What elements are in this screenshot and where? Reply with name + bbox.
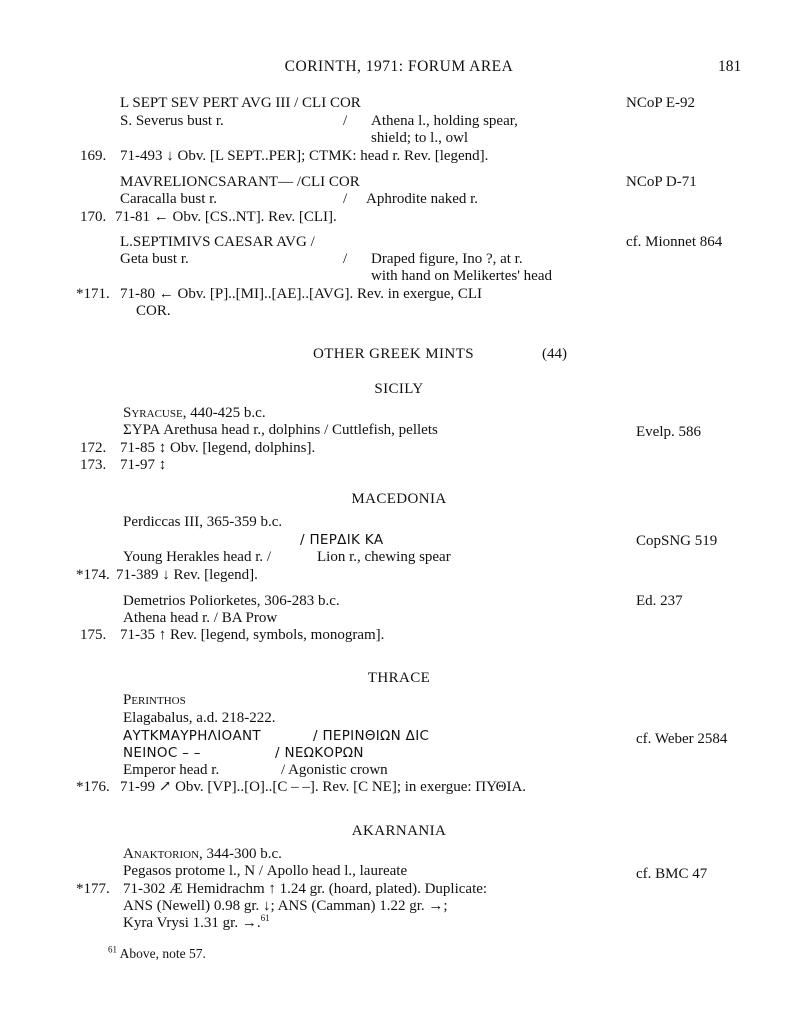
catalog-number: 169. [80, 148, 107, 164]
reverse-desc-cont: shield; to l., owl [371, 130, 469, 146]
catalog-number: *171. [76, 286, 110, 302]
page-number: 181 [718, 58, 742, 75]
reference: Evelp. 586 [636, 424, 701, 440]
obverse-desc: S. Severus bust r. [120, 113, 224, 129]
obverse-legend: ΑΥΤΚΜΑΥΡΗΛΙΟΑΝΤ [123, 728, 261, 744]
mint-name: Anaktorion [123, 846, 200, 862]
reference: Ed. 237 [636, 593, 683, 609]
catalog-entry: 71-389 ↓ Rev. [legend]. [116, 567, 258, 583]
reference: CopSNG 519 [636, 533, 718, 549]
catalog-number: 175. [80, 627, 107, 643]
catalog-number: *174. [76, 567, 110, 583]
catalog-entry: 71-80 ← Obv. [P]..[MI]..[AE]..[AVG]. Rev. in exergue, CLI [120, 286, 483, 302]
section-heading: OTHER GREEK MINTS [313, 346, 474, 362]
reference: cf. BMC 47 [636, 866, 708, 882]
type-desc: Pegasos protome l., Ν / Apollo head l., laureate [123, 863, 408, 879]
reverse-desc: Draped figure, Ino ?, at r. [371, 251, 523, 267]
reverse-desc: / Agonistic crown [281, 762, 388, 778]
region-heading-macedonia: MACEDONIA [351, 491, 447, 507]
region-heading-thrace: THRACE [367, 670, 431, 686]
obverse-desc: Young Herakles head r. / [123, 549, 272, 565]
ruler-line: Elagabalus, a.d. 218-222. [123, 710, 276, 726]
separator: / [343, 113, 348, 129]
obverse-desc: Caracalla bust r. [120, 191, 218, 207]
catalog-entry: 71-35 ↑ Rev. [legend, symbols, monogram]. [120, 627, 385, 643]
catalog-entry: 71-81 ← Obv. [CS..NT]. Rev. [CLI]. [115, 209, 337, 225]
obverse-legend-cont: ΝΕΙΝΟC – – [123, 745, 201, 761]
reverse-legend: / ΠΕΡΙΝΘΙΩΝ ΔΙC [313, 728, 430, 744]
catalog-number: 173. [80, 457, 107, 473]
footnote-text: Above, note 57. [119, 946, 206, 961]
mint-line [123, 846, 282, 863]
reverse-desc-cont: with hand on Melikertes' head [371, 268, 552, 284]
catalog-entry-cont [123, 915, 270, 932]
region-heading-akarnania: AKARNANIA [351, 823, 447, 839]
reference: NCoP D-71 [626, 174, 697, 190]
reverse-desc: Lion r., chewing spear [317, 549, 451, 565]
catalog-number: *177. [76, 881, 110, 897]
reverse-desc: Aphrodite naked r. [366, 191, 479, 207]
reverse-legend-cont: / ΝΕΩΚΟΡΩΝ [275, 745, 364, 761]
legend-line: L.SEPTIMIVS CAESAR AVG / [120, 234, 315, 250]
catalog-entry: 71-302 Æ Hemidrachm ↑ 1.24 gr. (hoard, plated). Duplicate: [123, 881, 488, 897]
catalog-entry-cont: COR. [136, 303, 171, 319]
footnote-mark: 61 [108, 944, 117, 955]
catalog-entry: 71-85 ↕ Obv. [legend, dolphins]. [120, 440, 316, 456]
reference: cf. Mionnet 864 [626, 234, 723, 250]
catalog-entry-text: Kyra Vrysi 1.31 gr. →. [123, 915, 261, 931]
catalog-number: 172. [80, 440, 107, 456]
reference: cf. Weber 2584 [636, 731, 728, 747]
mint-line [123, 405, 266, 422]
mint-name: Syracuse [123, 405, 183, 421]
footnote-reference: 61 [260, 913, 270, 923]
catalog-entry: 71-99 ↗ Obv. [VP]..[O]..[C – –]. Rev. [C NE]; in exergue: ΠΥΘΙΑ. [120, 779, 527, 795]
obverse-desc: Emperor head r. [123, 762, 220, 778]
legend-line: MAVRELIONCSARANT— /CLI COR [120, 174, 360, 190]
catalog-entry: 71-493 ↓ Obv. [L SEPT..PER]; CTMK: head r. Rev. [legend]. [120, 148, 489, 164]
catalog-entry-cont: ANS (Newell) 0.98 gr. ↓; ANS (Camman) 1.22 gr. →; [123, 898, 448, 914]
obverse-desc: Geta bust r. [120, 251, 189, 267]
ruler-line: Demetrios Poliorketes, 306-283 b.c. [123, 593, 340, 609]
reverse-desc: Athena l., holding spear, [371, 113, 518, 129]
ruler-line: Perdiccas III, 365-359 b.c. [123, 514, 283, 530]
reverse-legend: / ΠΕΡΔΙΚ ΚΑ [300, 532, 384, 548]
type-desc: ΣΥΡΑ Arethusa head r., dolphins / Cuttlefish, pellets [123, 422, 438, 438]
mint-date: , 440-425 b.c. [182, 405, 266, 421]
section-count: (44) [542, 346, 567, 362]
footnote [108, 945, 206, 962]
type-desc: Athena head r. / ΒΑ Prow [123, 610, 278, 626]
catalog-number: 170. [80, 209, 107, 225]
mint-name: Perinthos [123, 692, 186, 708]
reference: NCoP E-92 [626, 95, 696, 111]
separator: / [343, 251, 348, 267]
mint-date: , 344-300 b.c. [199, 846, 282, 862]
separator: / [343, 191, 348, 207]
running-title: CORINTH, 1971: FORUM AREA [284, 58, 514, 75]
legend-line: L SEPT SEV PERT AVG III / CLI COR [120, 95, 361, 111]
catalog-entry: 71-97 ↕ [120, 457, 167, 473]
catalog-number: *176. [76, 779, 110, 795]
region-heading-sicily: SICILY [374, 381, 424, 397]
